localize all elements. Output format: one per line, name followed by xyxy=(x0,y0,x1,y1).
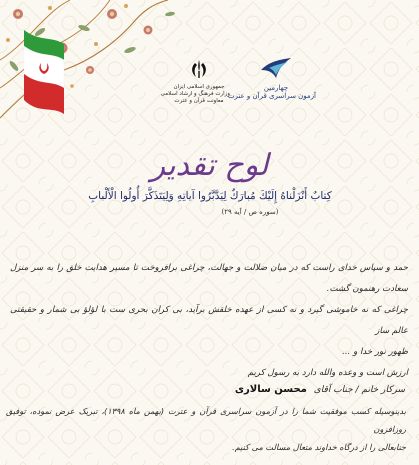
closing-line: بدینوسیله کسب موفقیت شما را در آزمون سراسری قرآن و عترت (بهمن ماه ۱۳۹۸)، تبریک عرض نموده، توفیق روزافزون xyxy=(6,406,407,434)
certificate-title: لوح تقدیر xyxy=(150,148,269,183)
quran-verse: كِتابٌ أَنْزَلْناهُ إِلَيْكَ مُبارَكٌ لِيَدَّبَّرُوا آياتِهِ وَلِيَتَذَكَّرَ أُولُوا الْأَلْبابِ xyxy=(88,190,332,202)
body-paragraph: ارزش است و وعده والله دارد به رسول کریم xyxy=(247,368,408,378)
quran-bird-icon xyxy=(259,56,293,80)
quran-logo-line-1: چهارمین xyxy=(263,84,289,92)
certificate-body xyxy=(10,258,408,384)
recipient-name: محسن سالاری xyxy=(234,384,307,395)
ministry-logo-line-2: وزارت فرهنگ و ارشاد اسلامی xyxy=(160,91,230,97)
iran-emblem-icon xyxy=(188,58,210,80)
body-paragraph: چراغی که نه خاموشی گیرد و نه کسی از عهده خلقش برآید، بی کران بحری ست با لؤلؤ بی شمار و حقیقتی عالم ساز xyxy=(10,305,408,336)
verse-reference: (سوره ص / آیه ۲۹) xyxy=(221,208,279,216)
iran-flag-ribbon xyxy=(18,28,70,128)
quran-logo-line-2: آزمون سراسری قرآن و عترت xyxy=(227,92,316,100)
quran-exam-logo xyxy=(227,56,316,100)
closing-line: جنابعالی را از درگاه خداوند متعال مسالت می کنیم. xyxy=(232,442,406,452)
recipient-prefix: سرکار خانم / جناب آقای xyxy=(313,385,405,395)
body-paragraph: ظهور نور خدا و ... xyxy=(342,347,408,357)
ministry-logo xyxy=(160,58,230,105)
ministry-logo-line-3: معاونت قرآن و عترت xyxy=(174,98,224,104)
body-paragraph: حمد و سپاس خدای راست که در میان ضلالت و جهالت، چراغی برافروخت تا مسیر هدایت خلق را به سر منزل سعادت رهنمون گشت. xyxy=(10,263,408,294)
ministry-logo-line-1: جمهوری اسلامی ایران xyxy=(173,84,225,90)
recipient-line xyxy=(235,384,405,395)
closing-text xyxy=(6,402,406,456)
